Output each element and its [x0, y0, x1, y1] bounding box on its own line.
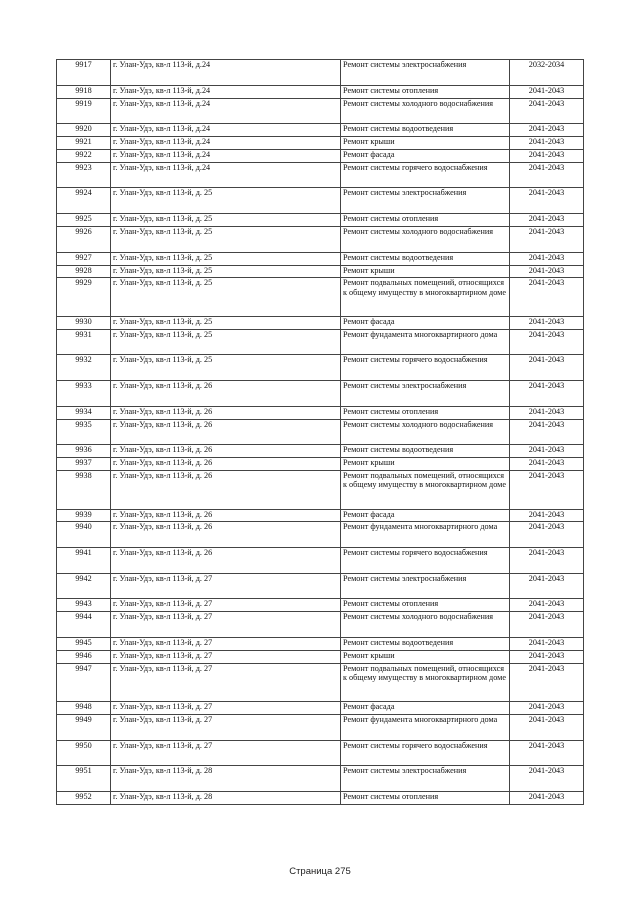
period-cell: 2041-2043 [510, 702, 584, 715]
table-row [57, 316, 584, 329]
period-cell: 2041-2043 [510, 381, 584, 407]
row-number-cell: 9936 [57, 445, 111, 458]
work-type-cell: Ремонт фундамента многоквартирного дома [341, 329, 510, 355]
period-cell: 2041-2043 [510, 766, 584, 792]
row-number-cell: 9935 [57, 419, 111, 445]
address-cell: г. Улан-Удэ, кв-л 113-й, д. 27 [111, 573, 341, 599]
work-type-cell: Ремонт системы холодного водоснабжения [341, 419, 510, 445]
row-number-cell: 9922 [57, 149, 111, 162]
address-cell: г. Улан-Удэ, кв-л 113-й, д. 26 [111, 548, 341, 574]
period-cell: 2041-2043 [510, 650, 584, 663]
work-type-cell: Ремонт системы электроснабжения [341, 766, 510, 792]
work-type-cell: Ремонт системы электроснабжения [341, 60, 510, 86]
row-number-cell: 9926 [57, 226, 111, 252]
address-cell: г. Улан-Удэ, кв-л 113-й, д. 25 [111, 278, 341, 317]
period-cell: 2041-2043 [510, 509, 584, 522]
work-type-cell: Ремонт системы отопления [341, 792, 510, 805]
address-cell: г. Улан-Удэ, кв-л 113-й, д. 26 [111, 458, 341, 471]
table-row [57, 252, 584, 265]
period-cell: 2041-2043 [510, 715, 584, 741]
table-row [57, 419, 584, 445]
table-row [57, 638, 584, 651]
period-cell: 2041-2043 [510, 419, 584, 445]
work-type-cell: Ремонт системы водоотведения [341, 252, 510, 265]
address-cell: г. Улан-Удэ, кв-л 113-й, д. 25 [111, 226, 341, 252]
table-row [57, 137, 584, 150]
row-number-cell: 9947 [57, 663, 111, 702]
work-type-cell: Ремонт системы водоотведения [341, 445, 510, 458]
address-cell: г. Улан-Удэ, кв-л 113-й, д. 25 [111, 188, 341, 214]
row-number-cell: 9928 [57, 265, 111, 278]
row-number-cell: 9931 [57, 329, 111, 355]
row-number-cell: 9948 [57, 702, 111, 715]
period-cell: 2041-2043 [510, 226, 584, 252]
row-number-cell: 9951 [57, 766, 111, 792]
period-cell: 2041-2043 [510, 124, 584, 137]
row-number-cell: 9934 [57, 406, 111, 419]
address-cell: г. Улан-Удэ, кв-л 113-й, д. 25 [111, 316, 341, 329]
table-row [57, 329, 584, 355]
period-cell: 2041-2043 [510, 458, 584, 471]
address-cell: г. Улан-Удэ, кв-л 113-й, д. 26 [111, 509, 341, 522]
row-number-cell: 9924 [57, 188, 111, 214]
period-cell: 2041-2043 [510, 406, 584, 419]
table-row [57, 381, 584, 407]
address-cell: г. Улан-Удэ, кв-л 113-й, д.24 [111, 162, 341, 188]
address-cell: г. Улан-Удэ, кв-л 113-й, д.24 [111, 85, 341, 98]
address-cell: г. Улан-Удэ, кв-л 113-й, д.24 [111, 137, 341, 150]
period-cell: 2041-2043 [510, 329, 584, 355]
table-row [57, 573, 584, 599]
table-row [57, 355, 584, 381]
row-number-cell: 9933 [57, 381, 111, 407]
address-cell: г. Улан-Удэ, кв-л 113-й, д. 26 [111, 445, 341, 458]
period-cell: 2032-2034 [510, 60, 584, 86]
address-cell: г. Улан-Удэ, кв-л 113-й, д. 25 [111, 355, 341, 381]
period-cell: 2041-2043 [510, 137, 584, 150]
address-cell: г. Улан-Удэ, кв-л 113-й, д. 25 [111, 252, 341, 265]
table-row [57, 149, 584, 162]
work-type-cell: Ремонт подвальных помещений, относящихся к общему имуществу в многоквартирном доме [341, 471, 510, 510]
table-row [57, 715, 584, 741]
work-type-cell: Ремонт системы горячего водоснабжения [341, 548, 510, 574]
row-number-cell: 9952 [57, 792, 111, 805]
work-type-cell: Ремонт подвальных помещений, относящихся к общему имуществу в многоквартирном доме [341, 278, 510, 317]
row-number-cell: 9920 [57, 124, 111, 137]
work-type-cell: Ремонт системы электроснабжения [341, 188, 510, 214]
period-cell: 2041-2043 [510, 214, 584, 227]
table-row [57, 278, 584, 317]
table-row [57, 98, 584, 124]
period-cell: 2041-2043 [510, 149, 584, 162]
row-number-cell: 9923 [57, 162, 111, 188]
row-number-cell: 9949 [57, 715, 111, 741]
row-number-cell: 9945 [57, 638, 111, 651]
table-row [57, 792, 584, 805]
table-row [57, 60, 584, 86]
address-cell: г. Улан-Удэ, кв-л 113-й, д. 28 [111, 766, 341, 792]
address-cell: г. Улан-Удэ, кв-л 113-й, д. 27 [111, 650, 341, 663]
period-cell: 2041-2043 [510, 522, 584, 548]
work-type-cell: Ремонт системы водоотведения [341, 638, 510, 651]
period-cell: 2041-2043 [510, 98, 584, 124]
table-row [57, 265, 584, 278]
period-cell: 2041-2043 [510, 740, 584, 766]
table-row [57, 509, 584, 522]
work-type-cell: Ремонт фасада [341, 509, 510, 522]
table-row [57, 124, 584, 137]
period-cell: 2041-2043 [510, 188, 584, 214]
address-cell: г. Улан-Удэ, кв-л 113-й, д.24 [111, 98, 341, 124]
work-type-cell: Ремонт системы горячего водоснабжения [341, 162, 510, 188]
row-number-cell: 9918 [57, 85, 111, 98]
address-cell: г. Улан-Удэ, кв-л 113-й, д. 27 [111, 715, 341, 741]
period-cell: 2041-2043 [510, 445, 584, 458]
work-type-cell: Ремонт крыши [341, 137, 510, 150]
table-row [57, 612, 584, 638]
period-cell: 2041-2043 [510, 265, 584, 278]
period-cell: 2041-2043 [510, 548, 584, 574]
table-row [57, 471, 584, 510]
address-cell: г. Улан-Удэ, кв-л 113-й, д. 27 [111, 740, 341, 766]
work-type-cell: Ремонт крыши [341, 265, 510, 278]
work-type-cell: Ремонт системы отопления [341, 85, 510, 98]
address-cell: г. Улан-Удэ, кв-л 113-й, д. 26 [111, 522, 341, 548]
table-row [57, 650, 584, 663]
page-number: Страница 275 [289, 866, 351, 877]
address-cell: г. Улан-Удэ, кв-л 113-й, д. 28 [111, 792, 341, 805]
row-number-cell: 9921 [57, 137, 111, 150]
address-cell: г. Улан-Удэ, кв-л 113-й, д. 27 [111, 663, 341, 702]
address-cell: г. Улан-Удэ, кв-л 113-й, д. 25 [111, 214, 341, 227]
work-type-cell: Ремонт системы отопления [341, 214, 510, 227]
row-number-cell: 9950 [57, 740, 111, 766]
row-number-cell: 9943 [57, 599, 111, 612]
work-type-cell: Ремонт системы электроснабжения [341, 573, 510, 599]
row-number-cell: 9937 [57, 458, 111, 471]
table-body [57, 60, 584, 805]
work-type-cell: Ремонт системы горячего водоснабжения [341, 740, 510, 766]
address-cell: г. Улан-Удэ, кв-л 113-й, д. 26 [111, 406, 341, 419]
row-number-cell: 9946 [57, 650, 111, 663]
table-row [57, 663, 584, 702]
work-type-cell: Ремонт фундамента многоквартирного дома [341, 522, 510, 548]
work-type-cell: Ремонт фасада [341, 316, 510, 329]
row-number-cell: 9929 [57, 278, 111, 317]
row-number-cell: 9938 [57, 471, 111, 510]
row-number-cell: 9932 [57, 355, 111, 381]
work-type-cell: Ремонт подвальных помещений, относящихся к общему имуществу в многоквартирном доме [341, 663, 510, 702]
row-number-cell: 9925 [57, 214, 111, 227]
table-row [57, 522, 584, 548]
table-row [57, 226, 584, 252]
row-number-cell: 9917 [57, 60, 111, 86]
address-cell: г. Улан-Удэ, кв-л 113-й, д. 26 [111, 419, 341, 445]
table-row [57, 162, 584, 188]
period-cell: 2041-2043 [510, 355, 584, 381]
period-cell: 2041-2043 [510, 663, 584, 702]
table-row [57, 406, 584, 419]
row-number-cell: 9930 [57, 316, 111, 329]
address-cell: г. Улан-Удэ, кв-л 113-й, д. 27 [111, 612, 341, 638]
period-cell: 2041-2043 [510, 316, 584, 329]
work-type-cell: Ремонт фасада [341, 702, 510, 715]
row-number-cell: 9941 [57, 548, 111, 574]
address-cell: г. Улан-Удэ, кв-л 113-й, д. 25 [111, 265, 341, 278]
work-type-cell: Ремонт системы холодного водоснабжения [341, 98, 510, 124]
work-type-cell: Ремонт системы отопления [341, 406, 510, 419]
address-cell: г. Улан-Удэ, кв-л 113-й, д. 26 [111, 381, 341, 407]
table-row [57, 85, 584, 98]
address-cell: г. Улан-Удэ, кв-л 113-й, д. 26 [111, 471, 341, 510]
table-row [57, 445, 584, 458]
work-type-cell: Ремонт системы электроснабжения [341, 381, 510, 407]
work-type-cell: Ремонт системы холодного водоснабжения [341, 612, 510, 638]
period-cell: 2041-2043 [510, 85, 584, 98]
work-type-cell: Ремонт системы отопления [341, 599, 510, 612]
period-cell: 2041-2043 [510, 278, 584, 317]
work-type-cell: Ремонт крыши [341, 650, 510, 663]
period-cell: 2041-2043 [510, 252, 584, 265]
row-number-cell: 9927 [57, 252, 111, 265]
work-type-cell: Ремонт системы водоотведения [341, 124, 510, 137]
work-type-cell: Ремонт системы холодного водоснабжения [341, 226, 510, 252]
period-cell: 2041-2043 [510, 612, 584, 638]
row-number-cell: 9942 [57, 573, 111, 599]
table-row [57, 740, 584, 766]
row-number-cell: 9939 [57, 509, 111, 522]
table-row [57, 458, 584, 471]
work-type-cell: Ремонт системы горячего водоснабжения [341, 355, 510, 381]
address-cell: г. Улан-Удэ, кв-л 113-й, д. 27 [111, 638, 341, 651]
address-cell: г. Улан-Удэ, кв-л 113-й, д.24 [111, 124, 341, 137]
table-row [57, 702, 584, 715]
work-type-cell: Ремонт крыши [341, 458, 510, 471]
period-cell: 2041-2043 [510, 471, 584, 510]
table-row [57, 548, 584, 574]
row-number-cell: 9919 [57, 98, 111, 124]
period-cell: 2041-2043 [510, 638, 584, 651]
period-cell: 2041-2043 [510, 573, 584, 599]
capital-repair-table [56, 59, 584, 805]
period-cell: 2041-2043 [510, 162, 584, 188]
table-row [57, 188, 584, 214]
period-cell: 2041-2043 [510, 599, 584, 612]
address-cell: г. Улан-Удэ, кв-л 113-й, д. 27 [111, 599, 341, 612]
address-cell: г. Улан-Удэ, кв-л 113-й, д.24 [111, 149, 341, 162]
address-cell: г. Улан-Удэ, кв-л 113-й, д.24 [111, 60, 341, 86]
address-cell: г. Улан-Удэ, кв-л 113-й, д. 27 [111, 702, 341, 715]
table-row [57, 766, 584, 792]
table-row [57, 599, 584, 612]
address-cell: г. Улан-Удэ, кв-л 113-й, д. 25 [111, 329, 341, 355]
row-number-cell: 9944 [57, 612, 111, 638]
work-type-cell: Ремонт фундамента многоквартирного дома [341, 715, 510, 741]
period-cell: 2041-2043 [510, 792, 584, 805]
table-row [57, 214, 584, 227]
work-type-cell: Ремонт фасада [341, 149, 510, 162]
row-number-cell: 9940 [57, 522, 111, 548]
